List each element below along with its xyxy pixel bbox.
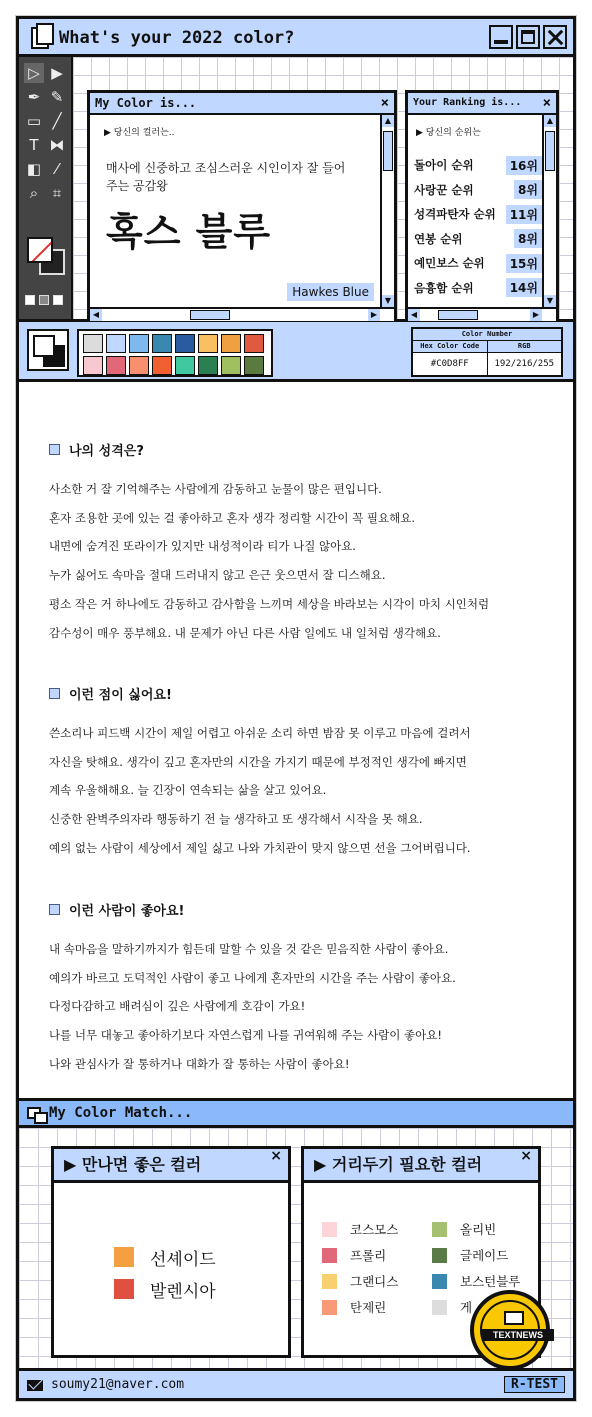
section-line: 누가 싫어도 속마음 절대 드러내지 않고 은근 웃으면서 잘 디스해요. bbox=[49, 568, 386, 583]
list-item bbox=[322, 1219, 432, 1239]
email-address[interactable]: soumy21@naver.com bbox=[51, 1377, 185, 1392]
good-colors-title-bar bbox=[54, 1149, 288, 1183]
color-name: 코스모스 bbox=[350, 1222, 399, 1237]
color-name: 탄제린 bbox=[350, 1300, 387, 1315]
list-item bbox=[322, 1245, 432, 1265]
good-colors-list bbox=[114, 1241, 216, 1305]
color-swatch bbox=[432, 1274, 447, 1289]
select-arrow-icon[interactable]: ▷ bbox=[24, 63, 44, 83]
color-number-panel bbox=[411, 327, 563, 377]
section-heading: 이런 점이 싫어요! bbox=[69, 688, 172, 703]
list-item bbox=[432, 1219, 542, 1239]
palette-swatch[interactable] bbox=[106, 356, 126, 375]
color-swatch bbox=[322, 1274, 337, 1289]
color-number-label: Color Number bbox=[413, 329, 561, 341]
ranking-list bbox=[414, 153, 542, 300]
gradient-icon[interactable]: ◧ bbox=[26, 160, 42, 178]
ranking-window bbox=[405, 90, 559, 324]
vertical-scrollbar[interactable] bbox=[542, 115, 556, 307]
list-item bbox=[322, 1271, 432, 1291]
fill-swatch[interactable] bbox=[27, 237, 53, 263]
my-color-title-bar bbox=[90, 93, 394, 115]
title-bar bbox=[19, 19, 573, 57]
text-tool-icon[interactable]: T bbox=[29, 136, 39, 154]
fill-stroke-swatch[interactable] bbox=[27, 237, 63, 273]
ranking-subtitle: ▶ 당신의 순위는 bbox=[416, 128, 481, 138]
footer bbox=[19, 1368, 573, 1398]
section-line: 나를 너무 대놓고 좋아하기보다 자연스럽게 나를 귀여워해 주는 사람이 좋아요! bbox=[49, 1028, 442, 1043]
color-match-bar bbox=[19, 1098, 573, 1128]
color-swatch bbox=[322, 1222, 337, 1237]
my-color-name: 혹스 블루 bbox=[106, 210, 272, 254]
maximize-button[interactable] bbox=[516, 25, 540, 49]
mail-icon bbox=[27, 1380, 43, 1391]
palette-swatch[interactable] bbox=[106, 334, 126, 353]
palette-swatch[interactable] bbox=[175, 356, 195, 375]
vertical-scrollbar[interactable] bbox=[380, 115, 394, 307]
pen-add-icon[interactable]: ✎ bbox=[50, 88, 64, 106]
far-colors-title: ▶ 거리두기 필요한 컬러 bbox=[314, 1155, 483, 1174]
section-line: 예의가 바르고 도덕적인 사람이 좋고 나에게 혼자만의 시간을 주는 사람이 좋아요. bbox=[49, 970, 456, 985]
scroll-right-icon[interactable]: ▶ bbox=[368, 309, 380, 321]
my-color-title: My Color is... bbox=[95, 96, 197, 110]
workspace bbox=[19, 57, 573, 322]
section-line: 쓴소리나 피드백 시간이 제일 어렵고 아쉬운 소리 하면 밤잠 못 이루고 마음에 걸려서 bbox=[49, 726, 471, 740]
color-swatch bbox=[322, 1300, 337, 1315]
hex-value: #C0D8FF bbox=[413, 353, 488, 375]
color-swatch bbox=[114, 1247, 134, 1267]
list-item: 음흉함 순위 14위 bbox=[414, 276, 542, 301]
list-item bbox=[322, 1297, 432, 1317]
palette-swatch[interactable] bbox=[244, 334, 264, 353]
my-color-description: 매사에 신중하고 조심스러운 시인이자 잘 들어주는 공감왕 bbox=[106, 161, 346, 193]
monitor-icon bbox=[504, 1311, 524, 1325]
list-item: 돌아이 순위 16위 bbox=[414, 153, 542, 178]
list-item bbox=[432, 1271, 542, 1291]
brush-icon[interactable]: ╱ bbox=[52, 112, 62, 130]
list-item: 연봉 순위 8위 bbox=[414, 227, 542, 252]
current-color-swatch[interactable] bbox=[27, 329, 69, 371]
scroll-left-icon[interactable]: ◀ bbox=[408, 309, 420, 321]
scroll-up-icon[interactable]: ▲ bbox=[382, 115, 394, 127]
color-name: 올리빈 bbox=[460, 1222, 497, 1237]
toolbox bbox=[19, 57, 73, 319]
palette-bar bbox=[19, 322, 573, 382]
section-line: 나와 관심사가 잘 통하거나 대화가 잘 통하는 사람이 좋아요! bbox=[49, 1056, 350, 1071]
textnews-logo bbox=[470, 1290, 550, 1370]
palette-swatch[interactable] bbox=[221, 334, 241, 353]
color-match-title: My Color Match... bbox=[49, 1105, 193, 1121]
scroll-down-icon[interactable]: ▼ bbox=[382, 295, 394, 307]
mini-swatch-none[interactable] bbox=[53, 295, 63, 305]
far-colors-title-bar bbox=[304, 1149, 538, 1183]
section-line: 신중한 완벽주의자라 행동하기 전 늘 생각하고 또 생각해서 시작을 못 해요. bbox=[49, 812, 423, 827]
palette-swatch[interactable] bbox=[244, 356, 264, 375]
list-item bbox=[432, 1245, 542, 1265]
horizontal-scrollbar[interactable] bbox=[90, 307, 394, 321]
eyedropper-icon[interactable]: ⁄ bbox=[55, 160, 59, 178]
palette-swatch[interactable] bbox=[83, 334, 103, 353]
mini-swatch-gray[interactable] bbox=[39, 295, 49, 305]
color-name: 게 bbox=[460, 1300, 473, 1315]
crop-icon[interactable]: ⌗ bbox=[52, 184, 62, 202]
section-line: 내면에 숨겨진 또라이가 있지만 내성적이라 티가 나질 않아요. bbox=[49, 539, 356, 554]
rgb-value: 192/216/255 bbox=[494, 359, 555, 369]
list-item: 성격파탄자 순위 11위 bbox=[414, 202, 542, 227]
palette-swatch[interactable] bbox=[129, 334, 149, 353]
document-icon bbox=[31, 27, 49, 49]
scroll-thumb[interactable] bbox=[545, 131, 555, 171]
section-line: 내 속마음을 말하기까지가 힘든데 말할 수 있을 것 같은 믿음직한 사람이 좋아요. bbox=[49, 942, 449, 956]
bullet-square-icon bbox=[49, 904, 60, 915]
color-swatch bbox=[114, 1279, 134, 1299]
description-content bbox=[19, 382, 573, 1098]
color-swatch bbox=[322, 1248, 337, 1263]
palette-swatch[interactable] bbox=[152, 356, 172, 375]
color-name: 보스턴블루 bbox=[460, 1274, 521, 1289]
section-line: 혼자 조용한 곳에 있는 걸 좋아하고 혼자 생각 정리할 시간이 꼭 필요해요. bbox=[49, 510, 416, 525]
my-color-english-name: Hawkes Blue bbox=[287, 283, 374, 301]
zoom-icon[interactable]: ⌕ bbox=[29, 184, 39, 202]
list-item: 선셰이드 bbox=[114, 1241, 216, 1273]
logo-text: TEXTNEWS bbox=[482, 1329, 554, 1341]
palette-swatch[interactable] bbox=[198, 334, 218, 353]
scroll-thumb[interactable] bbox=[190, 310, 230, 320]
scroll-thumb[interactable] bbox=[383, 131, 393, 171]
bullet-square-icon bbox=[49, 688, 60, 699]
color-palette bbox=[77, 329, 273, 377]
scroll-up-icon[interactable]: ▲ bbox=[544, 115, 556, 127]
section-personality bbox=[49, 440, 549, 647]
section-line: 평소 작은 거 하나에도 감동하고 감사함을 느끼며 세상을 바라보는 시각이 마치 시인처럼 bbox=[49, 596, 490, 611]
palette-swatch[interactable] bbox=[83, 356, 103, 375]
section-line: 계속 우울해해요. 늘 긴장이 연속되는 삶을 살고 있어요. bbox=[49, 783, 327, 798]
scroll-down-icon[interactable]: ▼ bbox=[544, 295, 556, 307]
palette-swatch[interactable] bbox=[198, 356, 218, 375]
list-item: 예민보스 순위 15위 bbox=[414, 251, 542, 276]
reflect-icon[interactable]: ⧓ bbox=[49, 136, 65, 154]
minimize-button[interactable] bbox=[489, 25, 513, 49]
rectangle-icon[interactable]: ▭ bbox=[26, 112, 42, 130]
palette-swatch[interactable] bbox=[152, 334, 172, 353]
good-colors-window bbox=[51, 1146, 291, 1358]
color-name: 프롤리 bbox=[350, 1248, 387, 1263]
palette-swatch[interactable] bbox=[175, 334, 195, 353]
section-dislikes bbox=[49, 684, 549, 863]
close-icon[interactable]: × bbox=[542, 95, 551, 111]
windows-icon bbox=[27, 1107, 41, 1119]
pen-icon[interactable]: ✒ bbox=[27, 88, 41, 106]
direct-select-icon[interactable]: ▶ bbox=[51, 64, 63, 82]
my-color-subtitle: ▶ 당신의 컬러는.. bbox=[104, 128, 175, 138]
section-line: 감수성이 매우 풍부해요. 내 문제가 아닌 다른 사람 일에도 내 일처럼 생각해요. bbox=[49, 625, 441, 640]
scroll-right-icon[interactable]: ▶ bbox=[530, 309, 542, 321]
palette-swatch[interactable] bbox=[221, 356, 241, 375]
close-icon[interactable]: × bbox=[520, 1148, 532, 1164]
close-icon[interactable]: × bbox=[270, 1148, 282, 1164]
list-item: 사랑꾼 순위 8위 bbox=[414, 178, 542, 203]
my-color-window bbox=[87, 90, 397, 324]
color-swatch bbox=[432, 1300, 447, 1315]
color-name: 글레이드 bbox=[460, 1248, 509, 1263]
section-line: 다정다감하고 배려심이 깊은 사람에게 호감이 가요! bbox=[49, 999, 306, 1014]
ranking-title-bar bbox=[408, 93, 556, 115]
ranking-title: Your Ranking is... bbox=[413, 97, 522, 108]
section-likes bbox=[49, 900, 549, 1079]
section-line: 자신을 탓해요. 생각이 깊고 혼자만의 시간을 가지기 때문에 부정적인 생각에 빠지면 bbox=[49, 754, 467, 769]
good-colors-title: ▶ 만나면 좋은 컬러 bbox=[64, 1155, 202, 1174]
scroll-left-icon[interactable]: ◀ bbox=[90, 309, 102, 321]
section-line: 사소한 거 잘 기억해주는 사람에게 감동하고 눈물이 많은 편입니다. bbox=[49, 482, 382, 496]
app-window bbox=[16, 16, 576, 1401]
close-button[interactable] bbox=[543, 25, 567, 49]
horizontal-scrollbar[interactable] bbox=[408, 307, 556, 321]
bullet-square-icon bbox=[49, 444, 60, 455]
palette-swatch[interactable] bbox=[129, 356, 149, 375]
logo-inner-circle bbox=[480, 1300, 543, 1360]
brand-label: R-TEST bbox=[504, 1376, 565, 1393]
color-swatch bbox=[432, 1222, 447, 1237]
mini-swatch-white[interactable] bbox=[25, 295, 35, 305]
hex-label: Hex Color Code bbox=[413, 341, 488, 352]
section-heading: 나의 성격은? bbox=[69, 444, 144, 459]
section-heading: 이런 사람이 좋아요! bbox=[69, 904, 185, 919]
color-name: 그랜디스 bbox=[350, 1274, 399, 1289]
app-title: What's your 2022 color? bbox=[59, 28, 295, 48]
rgb-label: RGB bbox=[488, 341, 562, 352]
section-line: 예의 없는 사람이 세상에서 제일 싫고 나와 가치관이 맞지 않으면 선을 그어버립니다. bbox=[49, 840, 471, 855]
close-icon[interactable]: × bbox=[380, 95, 389, 111]
list-item: 발렌시아 bbox=[114, 1273, 216, 1305]
scroll-thumb[interactable] bbox=[438, 310, 478, 320]
color-swatch bbox=[432, 1248, 447, 1263]
